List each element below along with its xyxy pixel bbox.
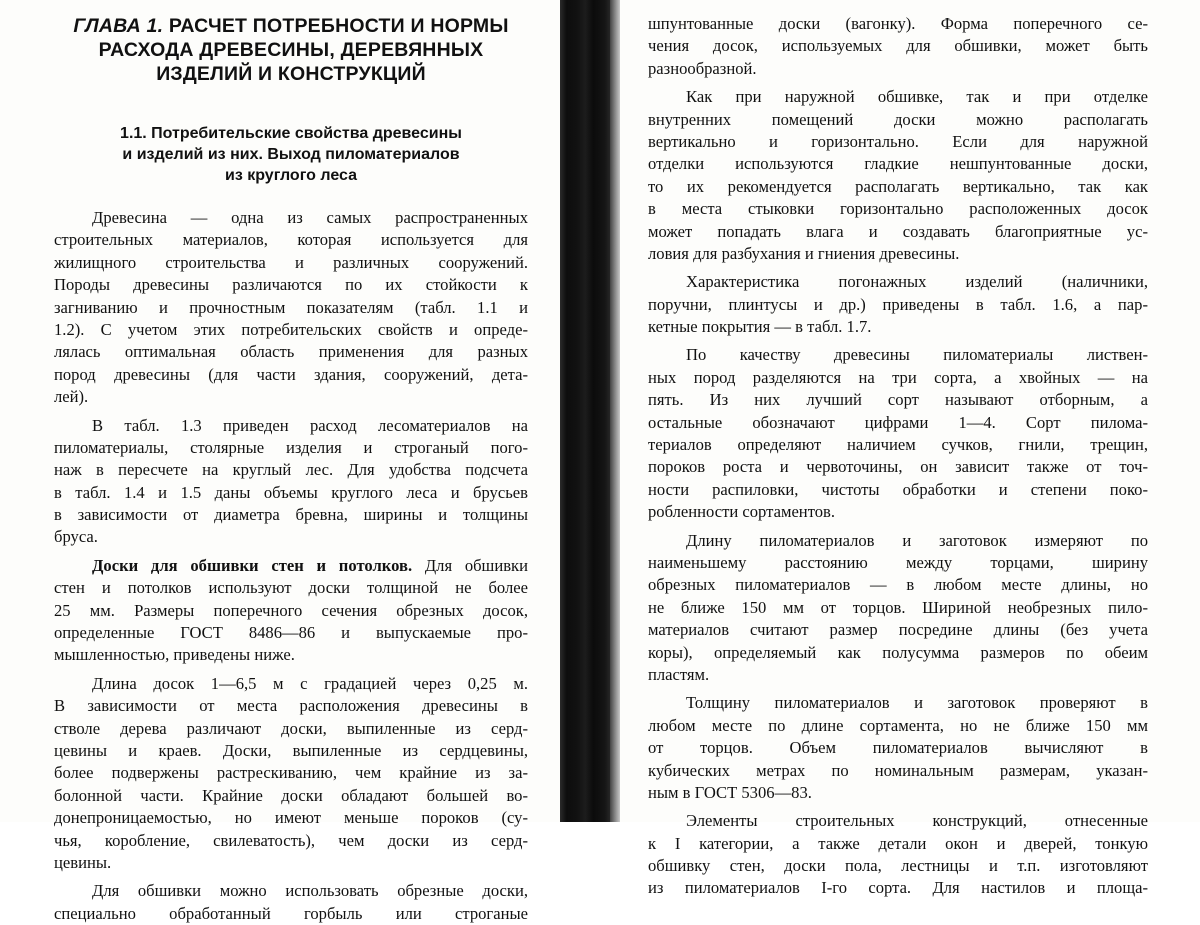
text-line: ловия для разбухания и гниения древесины. <box>648 243 960 263</box>
text-line: разнообразной. <box>648 58 757 78</box>
section-title-line: 1.1. Потребительские свойства древесины <box>120 125 462 142</box>
text-line: поручни, плинтусы и др.) приведены в табл. 1.6, а пар- <box>648 294 1148 314</box>
text-line: мышленностью, приведены ниже. <box>54 645 295 665</box>
text-line: Как при наружной обшивке, так и при отделке <box>686 87 1148 107</box>
text-line: специально обработанный горбыль или строганые <box>54 903 528 923</box>
left-page <box>54 0 528 923</box>
section-title <box>54 123 528 186</box>
text-line: болонной части. Крайние доски обладают большей во- <box>54 785 528 805</box>
text-line: пластям. <box>648 664 710 684</box>
text-line: обшивку стен, доски пола, лестницы и т.п. изготовляют <box>648 856 1148 876</box>
text-line: строительных материалов, которая используется для <box>54 230 528 250</box>
text-line: материалов считают размер посредине длины (без учета <box>648 620 1148 640</box>
text-line: наименьшему расстоянию между торцами, ширину <box>648 552 1148 572</box>
text-line: Длину пиломатериалов и заготовок измеряют по <box>686 530 1148 550</box>
text-line: шпунтованные доски (вагонку). Форма поперечного се- <box>648 14 1148 33</box>
text-line: лей). <box>54 387 89 407</box>
right-body-text <box>648 13 1148 900</box>
text-line: более подвержены растрескиванию, чем крайние из за- <box>54 763 528 783</box>
text-line: может попадать влага и создавать благоприятные ус- <box>648 221 1148 241</box>
text-line: то их рекомендуется располагать вертикально, так как <box>648 176 1148 196</box>
right-page <box>648 0 1148 898</box>
text-line: отделки используются гладкие нешпунтованные доски, <box>648 154 1148 174</box>
text-line: вертикально и горизонтально. Если для наружной <box>648 131 1148 151</box>
text-line: Породы древесины различаются по их стойкости к <box>54 275 528 295</box>
text-line: По качеству древесины пиломатериалы листвен- <box>686 345 1148 365</box>
chapter-title <box>54 14 528 86</box>
chapter-title-line: РАСХОДА ДРЕВЕСИНЫ, ДЕРЕВЯННЫХ <box>98 39 484 61</box>
text-line: Доски для обшивки стен и потолков. Для обшивки <box>92 555 528 575</box>
text-line: териалов определяют наличием сучков, гнили, трещин, <box>648 435 1148 455</box>
text-line: Толщину пиломатериалов и заготовок проверяют в <box>686 693 1148 713</box>
text-line: пять. Из них лучший сорт называют отборным, а <box>648 390 1148 410</box>
text-line: Элементы строительных конструкций, отнесенные <box>686 811 1148 831</box>
text-line: любом месте по длине сортамента, но не ближе 150 мм <box>648 715 1148 735</box>
text-line: остальные обозначают цифрами 1—4. Сорт пилома- <box>648 412 1148 432</box>
text-line: цевины и краев. Доски, выпиленные из сердцевины, <box>54 740 528 760</box>
text-line: в зависимости от диаметра бревна, ширины и толщины <box>54 505 528 525</box>
gutter-shadow <box>610 0 620 822</box>
text-line: Для обшивки можно использовать обрезные доски, <box>92 881 528 901</box>
text-line: робленности сортаментов. <box>648 502 836 522</box>
text-line: ным в ГОСТ 5306—83. <box>648 782 812 802</box>
text-line: в табл. 1.4 и 1.5 даны объемы круглого леса и брусьев <box>54 482 528 502</box>
book-gutter <box>560 0 616 822</box>
text-line: 25 мм. Размеры поперечного сечения обрезных досок, <box>54 600 528 620</box>
text-line: обрезных пиломатериалов — в любом месте длины, но <box>648 575 1148 595</box>
text-line: коры), определяемый как полусумма размеров по обеим <box>648 642 1148 662</box>
text-line: ных пород разделяются на три сорта, а хвойных — на <box>648 367 1148 387</box>
text-line: загниванию и прочностным показателям (табл. 1.1 и <box>54 297 528 317</box>
text-line: В табл. 1.3 приведен расход лесоматериалов на <box>92 415 528 435</box>
text-line: Длина досок 1—6,5 м с градацией через 0,25 м. <box>92 673 528 693</box>
text-line: от торцов. Объем пиломатериалов вычисляют в <box>648 738 1148 758</box>
text-line: стен и потолков используют доски толщиной не более <box>54 578 528 598</box>
chapter-title-line: ИЗДЕЛИЙ И КОНСТРУКЦИЙ <box>156 63 426 85</box>
text-line: внутренних помещений доски можно располагать <box>648 109 1148 129</box>
text-line: к I категории, а также детали окон и дверей, тонкую <box>648 833 1148 853</box>
text-line: цевины. <box>54 852 112 872</box>
text-line: кубических метрах по номинальным размерам, указан- <box>648 760 1148 780</box>
text-line: не ближе 150 мм от торцов. Шириной необрезных пило- <box>648 597 1148 617</box>
text-line: В зависимости от места расположения древесины в <box>54 696 528 716</box>
text-line: наж в пересчете на круглый лес. Для удобства подсчета <box>54 460 528 480</box>
text-line: из пиломатериалов I-го сорта. Для настилов и площа- <box>648 878 1148 898</box>
text-line: чья, коробление, свилеватость), чем доски из серд- <box>54 830 528 850</box>
text-line: пороков роста и червоточины, он зависит также от точ- <box>648 457 1148 477</box>
text-line: бруса. <box>54 527 98 547</box>
text-line: ности распиловки, чистоты обработки и степени поко- <box>648 479 1148 499</box>
text-line: Характеристика погонажных изделий (наличники, <box>686 272 1148 292</box>
text-line: кетные покрытия — в табл. 1.7. <box>648 317 872 337</box>
text-line: пород древесины (для части здания, сооружений, дета- <box>54 364 528 384</box>
text-line: лялась оптимальная область применения для разных <box>54 342 528 362</box>
text-line: жилищного строительства и различных сооружений. <box>54 252 528 272</box>
chapter-title-line: ГЛАВА 1. РАСЧЕТ ПОТРЕБНОСТИ И НОРМЫ <box>73 15 509 37</box>
text-line: 1.2). С учетом этих потребительских свойств и опреде- <box>54 319 528 339</box>
text-line: донепроницаемостью, но имеют меньше пороков (су- <box>54 808 528 828</box>
text-line: чения досок, используемых для обшивки, может быть <box>648 36 1148 56</box>
text-line: Древесина — одна из самых распространенных <box>92 208 528 227</box>
text-line: стволе дерева различают доски, выпиленные из серд- <box>54 718 528 738</box>
text-line: пиломатериалы, столярные изделия и строганый пого- <box>54 437 528 457</box>
text-line: в места стыковки горизонтально расположенных досок <box>648 199 1148 219</box>
chapter-label: ГЛАВА 1. <box>73 15 164 37</box>
left-body-text <box>54 207 528 925</box>
section-title-line: и изделий из них. Выход пиломатериалов <box>122 146 460 163</box>
text-line: определенные ГОСТ 8486—86 и выпускаемые про- <box>54 623 528 643</box>
run-in-heading: Доски для обшивки стен и потолков. <box>92 555 413 575</box>
section-title-line: из круглого леса <box>225 167 357 184</box>
